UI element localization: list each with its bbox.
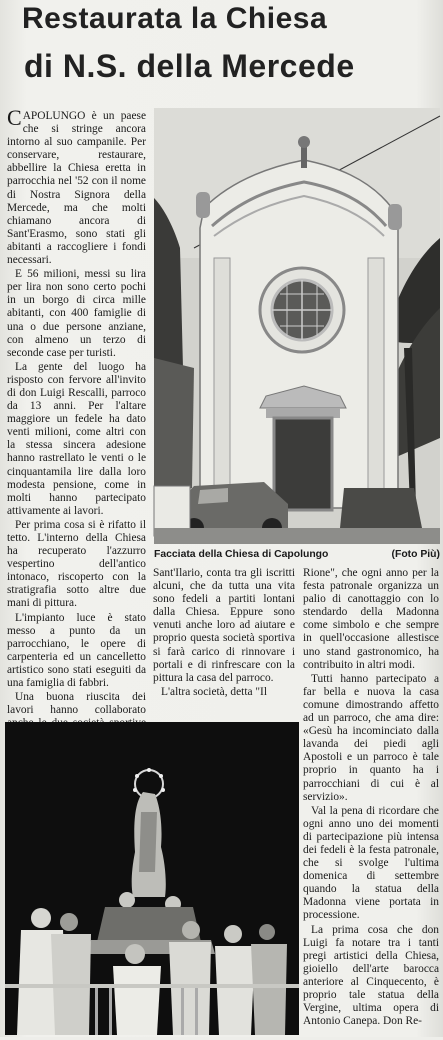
procession-photo [5, 722, 299, 1035]
article-paragraph: CAPOLUNGO è un paese che si stringe ancora intorno al suo campanile. Per conservare, restaurare, abbellire la Chiesa eretta in parrocchia nel '52 con il nome di Nostra Signora della Mercede, ma che molti chiamano ancora di Sant'Erasmo, sono stati gli abitanti a raccogliere i fondi necessari. [7, 105, 146, 267]
drop-cap: C [7, 105, 22, 130]
article-paragraph: Per prima cosa si è rifatto il tetto. L'interno della Chiesa ha recuperato l'azzurro vespertino dell'antico intonaco, riscoperto con la stratigrafia sotto altre due mani di pittura. [7, 518, 146, 610]
article-paragraph: Sant'Ilario, conta tra gli iscritti alcuni, che da tutta una vita sono fedeli a partiti lontani dalla Chiesa. Eppure sono venuti anche loro ad aiutare e proprio questa società sportiva si farà carico di rinnovare i portali e di rinfrescare con la pittura la casa del parroco. [153, 567, 295, 684]
article-paragraph: Val la pena di ricordare che ogni anno uno dei momenti di partecipazione più intensa dei fedeli è la festa patronale, che si svolge l'ultima domenica di settembre quando la statua della Madonna viene portata in processione. [303, 804, 439, 922]
article-paragraph: L'altra società, detta "Il [161, 685, 268, 698]
headline-line-2: di N.S. della Mercede [24, 48, 355, 84]
article-paragraph: E 56 milioni, messi su lira per lira non sono certo pochi in un borgo di circa mille abitanti, con 400 famiglie di una o due persone anziane, con almeno un terzo di seconde case per turisti. [7, 268, 146, 359]
article-paragraph: La gente del luogo ha risposto con fervore all'invito di don Luigi Rescalli, parroco da 13 anni. Per l'altare maggiore un fedele ha dato venti milioni, come altri con la stessa sincera adesione hanno rastrellato le venti o le cinquantamila lire dalla loro modesta pensione, come in molti hanno partecipato attivamente ai lavori. [7, 360, 146, 517]
article-column-3 [303, 567, 439, 1035]
procession-image [5, 722, 299, 1035]
photo-caption: Facciata della Chiesa di Capolungo [154, 549, 329, 560]
article-paragraph: Una buona riuscita dei lavori hanno collaborato [7, 691, 146, 717]
article-paragraph: L'impianto luce è stato messo a punto da un parrocchiano, le opere di carpenteria ed un cancelletto artistico sono stati eseguiti da una famiglia di fabbri. [7, 611, 146, 690]
article-column-2 [153, 567, 295, 717]
headline-line-1: Restaurata la Chiesa [22, 2, 328, 35]
photo-caption-row [154, 549, 440, 560]
photo-credit: (Foto Più) [391, 549, 440, 560]
article-column-1 [7, 105, 146, 717]
article-paragraph: Rione", che ogni anno per la festa patronale organizza un palio di canottaggio con lo stendardo della Madonna come simbolo e che sempre in quell'occasione allestisce uno stand gastronomico, ha contribuito in altri modi. [303, 567, 439, 671]
article-paragraph: La prima cosa che don Luigi fa notare tra i tanti pregi artistici della Chiesa, gioiello dell'arte barocca anteriore al Cinquecento, è proprio tale statua della Vergine, ultima opera di Antonio Canepa. Don Re- [303, 923, 439, 1028]
headline [0, 0, 443, 96]
article-paragraph: Tutti hanno partecipato a far bella e nuova la casa comune dimostrando affetto ad un parroco, che ama dire: «Gesù ha incominciato dalla lavanda dei piedi agli Apostoli e un parroco è tale proprio in quanto ha i parrocchiani di cui è al servizio». [303, 672, 439, 803]
church-facade-image [154, 108, 440, 544]
church-facade-photo [154, 108, 440, 544]
